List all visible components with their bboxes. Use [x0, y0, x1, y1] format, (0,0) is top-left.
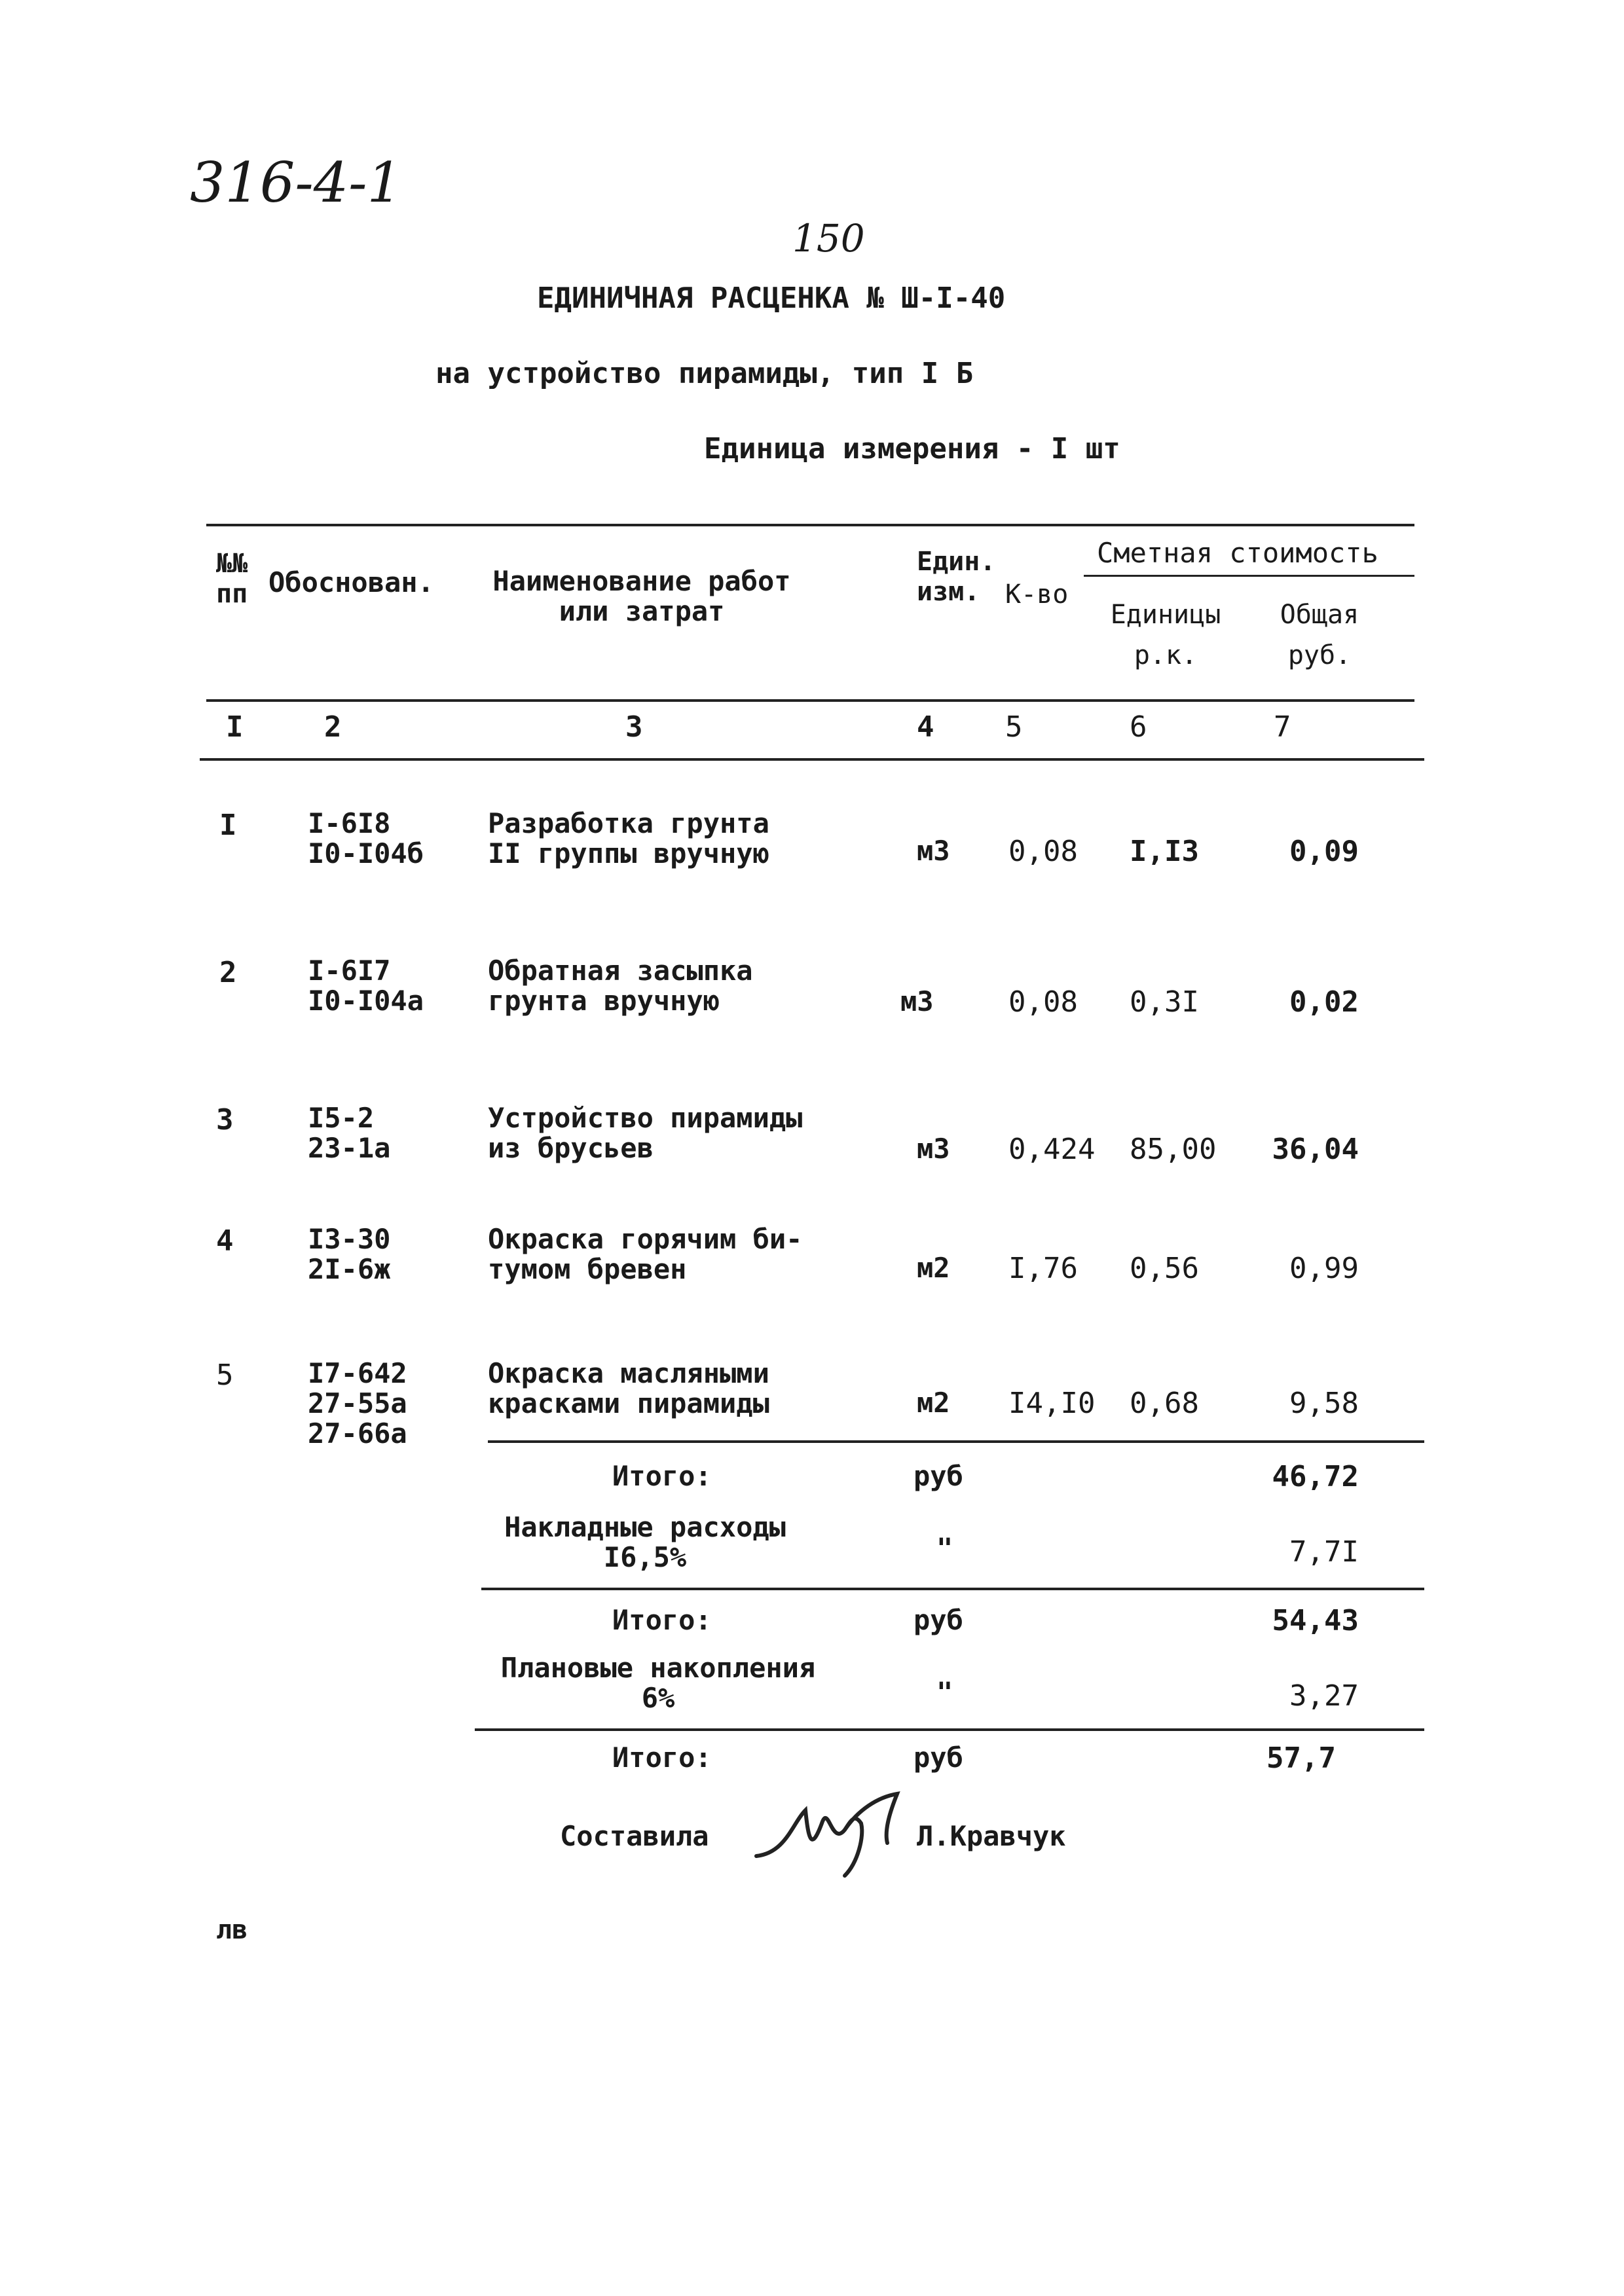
table-top-rule	[206, 524, 1414, 526]
table-row-basis: I5-2 23-1а	[308, 1102, 391, 1164]
grand-total-label: Итого:	[612, 1741, 712, 1774]
table-row-name: Устройство пирамиды из брусьев	[488, 1102, 803, 1164]
header-bottom-rule	[206, 699, 1414, 702]
document-subtitle: на устройство пирамиды, тип I Б	[435, 357, 974, 390]
summary-rule	[475, 1728, 1424, 1731]
table-row-unit: м2	[917, 1252, 950, 1284]
table-row-unit: м3	[900, 985, 934, 1017]
table-row-unit-cost: 0,68	[1130, 1387, 1199, 1420]
planned-savings-label: Плановые накопления 6%	[500, 1652, 816, 1714]
table-row-total: 0,99	[1289, 1252, 1359, 1285]
compiler-name: Л.Кравчук	[917, 1820, 1066, 1852]
table-row-quantity: 0,424	[1008, 1133, 1096, 1166]
table-row-quantity: I,76	[1008, 1252, 1078, 1285]
planned-savings-unit: "	[936, 1676, 953, 1708]
grand-total-unit: руб	[913, 1741, 963, 1774]
table-row-unit: м3	[917, 835, 950, 867]
header-estimated-cost: Сметная стоимость	[1097, 537, 1378, 569]
table-row-unit-cost: 0,56	[1130, 1252, 1199, 1285]
table-row-total: 0,09	[1289, 835, 1359, 868]
table-row-name: Обратная засыпка грунта вручную	[488, 955, 753, 1017]
column-number: 3	[625, 710, 643, 744]
table-row-total: 36,04	[1272, 1133, 1359, 1166]
table-row-number: 2	[219, 956, 237, 989]
table-row-unit-cost: I,I3	[1130, 835, 1199, 868]
table-row-number: 3	[216, 1103, 234, 1137]
header-quantity: К-во	[1005, 579, 1069, 610]
table-row-quantity: 0,08	[1008, 985, 1078, 1019]
column-number: 2	[324, 710, 342, 744]
handwritten-signature	[747, 1784, 943, 1882]
summary-rule	[488, 1440, 1424, 1443]
header-basis: Обоснован.	[268, 566, 434, 598]
column-number: 5	[1005, 710, 1023, 744]
column-number: 6	[1130, 710, 1147, 744]
table-row-basis: I-6I8 I0-I04б	[308, 807, 424, 869]
summary-rule	[481, 1588, 1424, 1590]
table-row-unit-cost: 85,00	[1130, 1133, 1217, 1166]
header-row-number: №№ пп	[216, 549, 248, 609]
header-group-rule	[1084, 575, 1414, 577]
subtotal-label: Итого:	[612, 1460, 712, 1492]
planned-savings-value: 3,27	[1289, 1679, 1359, 1713]
header-total-cost: Общая руб.	[1280, 600, 1359, 670]
table-row-name: Разработка грунта II группы вручную	[488, 807, 769, 869]
column-number: 4	[917, 710, 934, 744]
subtotal-value: 46,72	[1272, 1460, 1359, 1493]
table-row-basis: I7-642 27-55а 27-66а	[308, 1357, 407, 1449]
overhead-value: 7,7I	[1289, 1535, 1359, 1569]
compiled-by-label: Составила	[560, 1820, 709, 1852]
overhead-label: Накладные расходы I6,5%	[504, 1511, 786, 1573]
header-work-name: Наименование работ или затрат	[492, 565, 791, 627]
grand-total-value: 57,7	[1266, 1741, 1336, 1775]
table-row-total: 0,02	[1289, 985, 1359, 1019]
table-row-basis: I3-30 2I-6ж	[308, 1223, 391, 1285]
subtotal-label: Итого:	[612, 1604, 712, 1636]
footer-initials: лв	[216, 1915, 248, 1945]
overhead-unit: "	[936, 1532, 953, 1564]
subtotal-unit: руб	[913, 1604, 963, 1636]
unit-of-measure-line: Единица измерения - I шт	[704, 432, 1120, 465]
table-row-unit-cost: 0,3I	[1130, 985, 1199, 1019]
table-row-name: Окраска масляными красками пирамиды	[488, 1357, 769, 1419]
table-row-quantity: 0,08	[1008, 835, 1078, 868]
header-unit-cost: Единицы р.к.	[1110, 600, 1221, 670]
handwritten-document-code: 316-4-1	[190, 151, 402, 215]
column-number: 7	[1274, 710, 1291, 744]
table-row-number: I	[219, 809, 237, 842]
page-number: 150	[792, 216, 865, 261]
table-row-basis: I-6I7 I0-I04а	[308, 955, 424, 1017]
subtotal-value: 54,43	[1272, 1604, 1359, 1637]
header-unit: Един. изм.	[917, 547, 996, 607]
document-title: ЕДИНИЧНАЯ РАСЦЕНКА № Ш-I-40	[537, 282, 1006, 315]
table-row-name: Окраска горячим би- тумом бревен	[488, 1223, 803, 1285]
column-number: I	[226, 710, 244, 744]
table-row-total: 9,58	[1289, 1387, 1359, 1420]
table-row-number: 4	[216, 1224, 234, 1258]
table-row-quantity: I4,I0	[1008, 1387, 1096, 1420]
table-row-number: 5	[216, 1358, 234, 1392]
subtotal-unit: руб	[913, 1460, 963, 1492]
table-row-unit: м3	[917, 1133, 950, 1165]
table-row-unit: м2	[917, 1387, 950, 1419]
column-numbers-rule	[200, 758, 1424, 761]
